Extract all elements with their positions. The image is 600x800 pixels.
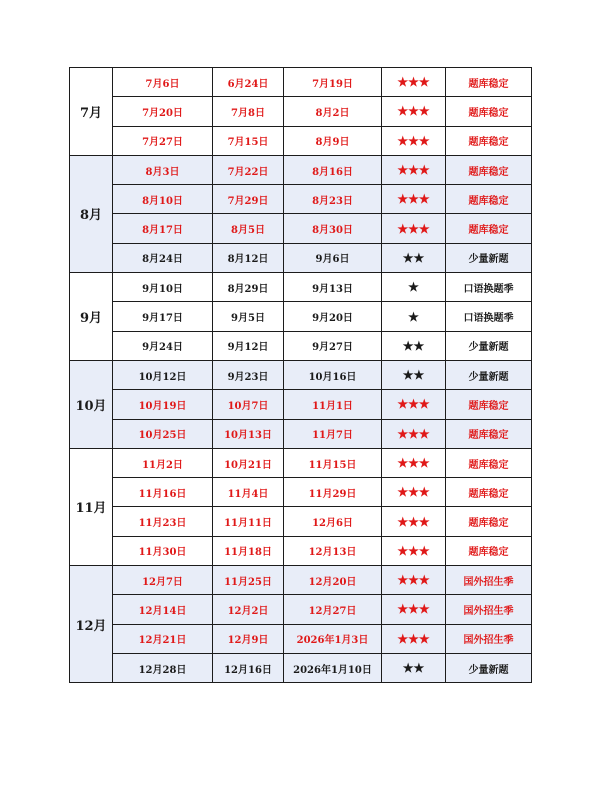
date-cell: 10月16日 <box>284 360 382 389</box>
date-cell: 2026年1月3日 <box>284 624 382 653</box>
date-cell: 12月21日 <box>113 624 213 653</box>
schedule-table-body <box>70 68 532 683</box>
date-cell: 11月30日 <box>113 536 213 565</box>
note-cell: 题库稳定 <box>446 185 532 214</box>
table-row <box>70 273 532 302</box>
date-cell: 11月16日 <box>113 478 213 507</box>
star-rating: ★★ <box>382 243 446 272</box>
month-label: 8月 <box>70 155 113 272</box>
month-label: 12月 <box>70 566 113 683</box>
star-rating: ★★ <box>382 331 446 360</box>
date-cell: 12月13日 <box>284 536 382 565</box>
date-cell: 12月16日 <box>213 653 284 682</box>
date-cell: 10月21日 <box>213 448 284 477</box>
note-cell: 题库稳定 <box>446 419 532 448</box>
star-rating: ★★★ <box>382 214 446 243</box>
date-cell: 7月19日 <box>284 68 382 97</box>
date-cell: 9月20日 <box>284 302 382 331</box>
date-cell: 8月12日 <box>213 243 284 272</box>
date-cell: 7月22日 <box>213 155 284 184</box>
table-row <box>70 595 532 624</box>
date-cell: 12月28日 <box>113 653 213 682</box>
star-rating: ★★★ <box>382 390 446 419</box>
star-rating: ★★★ <box>382 566 446 595</box>
table-row <box>70 126 532 155</box>
note-cell: 国外招生季 <box>446 624 532 653</box>
table-row <box>70 448 532 477</box>
date-cell: 9月10日 <box>113 273 213 302</box>
note-cell: 题库稳定 <box>446 126 532 155</box>
date-cell: 12月6日 <box>284 507 382 536</box>
date-cell: 8月3日 <box>113 155 213 184</box>
star-rating: ★★★ <box>382 68 446 97</box>
star-rating: ★★★ <box>382 155 446 184</box>
note-cell: 题库稳定 <box>446 507 532 536</box>
month-label: 7月 <box>70 68 113 156</box>
date-cell: 7月15日 <box>213 126 284 155</box>
note-cell: 少量新题 <box>446 331 532 360</box>
table-row <box>70 214 532 243</box>
date-cell: 6月24日 <box>213 68 284 97</box>
date-cell: 8月30日 <box>284 214 382 243</box>
note-cell: 国外招生季 <box>446 566 532 595</box>
note-cell: 题库稳定 <box>446 155 532 184</box>
star-rating: ★★★ <box>382 536 446 565</box>
date-cell: 7月20日 <box>113 97 213 126</box>
table-row <box>70 478 532 507</box>
date-cell: 11月29日 <box>284 478 382 507</box>
table-row <box>70 155 532 184</box>
note-cell: 少量新题 <box>446 360 532 389</box>
date-cell: 8月23日 <box>284 185 382 214</box>
table-row <box>70 390 532 419</box>
date-cell: 9月17日 <box>113 302 213 331</box>
month-label: 10月 <box>70 360 113 448</box>
table-row <box>70 566 532 595</box>
star-rating: ★★★ <box>382 126 446 155</box>
note-cell: 少量新题 <box>446 243 532 272</box>
date-cell: 11月25日 <box>213 566 284 595</box>
date-cell: 8月5日 <box>213 214 284 243</box>
date-cell: 9月12日 <box>213 331 284 360</box>
date-cell: 7月8日 <box>213 97 284 126</box>
date-cell: 7月6日 <box>113 68 213 97</box>
schedule-sheet <box>69 67 531 683</box>
month-label: 9月 <box>70 273 113 361</box>
star-rating: ★★★ <box>382 507 446 536</box>
date-cell: 11月18日 <box>213 536 284 565</box>
date-cell: 7月29日 <box>213 185 284 214</box>
date-cell: 12月14日 <box>113 595 213 624</box>
note-cell: 题库稳定 <box>446 214 532 243</box>
date-cell: 12月20日 <box>284 566 382 595</box>
table-row <box>70 302 532 331</box>
table-row <box>70 68 532 97</box>
date-cell: 11月15日 <box>284 448 382 477</box>
note-cell: 题库稳定 <box>446 448 532 477</box>
date-cell: 9月5日 <box>213 302 284 331</box>
date-cell: 11月7日 <box>284 419 382 448</box>
date-cell: 8月17日 <box>113 214 213 243</box>
table-row <box>70 185 532 214</box>
star-rating: ★★ <box>382 653 446 682</box>
date-cell: 10月13日 <box>213 419 284 448</box>
table-row <box>70 331 532 360</box>
exam-schedule-table <box>69 67 532 683</box>
date-cell: 10月19日 <box>113 390 213 419</box>
star-rating: ★★★ <box>382 478 446 507</box>
star-rating: ★★★ <box>382 97 446 126</box>
date-cell: 11月4日 <box>213 478 284 507</box>
date-cell: 8月9日 <box>284 126 382 155</box>
date-cell: 12月2日 <box>213 595 284 624</box>
date-cell: 11月1日 <box>284 390 382 419</box>
note-cell: 题库稳定 <box>446 390 532 419</box>
star-rating: ★★★ <box>382 185 446 214</box>
date-cell: 8月24日 <box>113 243 213 272</box>
star-rating: ★ <box>382 302 446 331</box>
date-cell: 7月27日 <box>113 126 213 155</box>
month-label: 11月 <box>70 448 113 565</box>
date-cell: 11月11日 <box>213 507 284 536</box>
table-row <box>70 419 532 448</box>
date-cell: 10月25日 <box>113 419 213 448</box>
star-rating: ★★ <box>382 360 446 389</box>
date-cell: 9月6日 <box>284 243 382 272</box>
star-rating: ★★★ <box>382 419 446 448</box>
date-cell: 11月2日 <box>113 448 213 477</box>
star-rating: ★★★ <box>382 448 446 477</box>
date-cell: 8月10日 <box>113 185 213 214</box>
note-cell: 题库稳定 <box>446 536 532 565</box>
star-rating: ★ <box>382 273 446 302</box>
table-row <box>70 97 532 126</box>
table-row <box>70 536 532 565</box>
date-cell: 12月9日 <box>213 624 284 653</box>
date-cell: 9月27日 <box>284 331 382 360</box>
date-cell: 9月24日 <box>113 331 213 360</box>
star-rating: ★★★ <box>382 624 446 653</box>
star-rating: ★★★ <box>382 595 446 624</box>
date-cell: 12月27日 <box>284 595 382 624</box>
table-row <box>70 653 532 682</box>
date-cell: 12月7日 <box>113 566 213 595</box>
date-cell: 2026年1月10日 <box>284 653 382 682</box>
note-cell: 口语换题季 <box>446 302 532 331</box>
note-cell: 题库稳定 <box>446 97 532 126</box>
note-cell: 题库稳定 <box>446 478 532 507</box>
date-cell: 10月7日 <box>213 390 284 419</box>
table-row <box>70 624 532 653</box>
table-row <box>70 360 532 389</box>
date-cell: 9月13日 <box>284 273 382 302</box>
date-cell: 9月23日 <box>213 360 284 389</box>
date-cell: 8月2日 <box>284 97 382 126</box>
date-cell: 11月23日 <box>113 507 213 536</box>
date-cell: 8月16日 <box>284 155 382 184</box>
table-row <box>70 243 532 272</box>
note-cell: 国外招生季 <box>446 595 532 624</box>
table-row <box>70 507 532 536</box>
note-cell: 题库稳定 <box>446 68 532 97</box>
date-cell: 10月12日 <box>113 360 213 389</box>
date-cell: 8月29日 <box>213 273 284 302</box>
note-cell: 口语换题季 <box>446 273 532 302</box>
note-cell: 少量新题 <box>446 653 532 682</box>
